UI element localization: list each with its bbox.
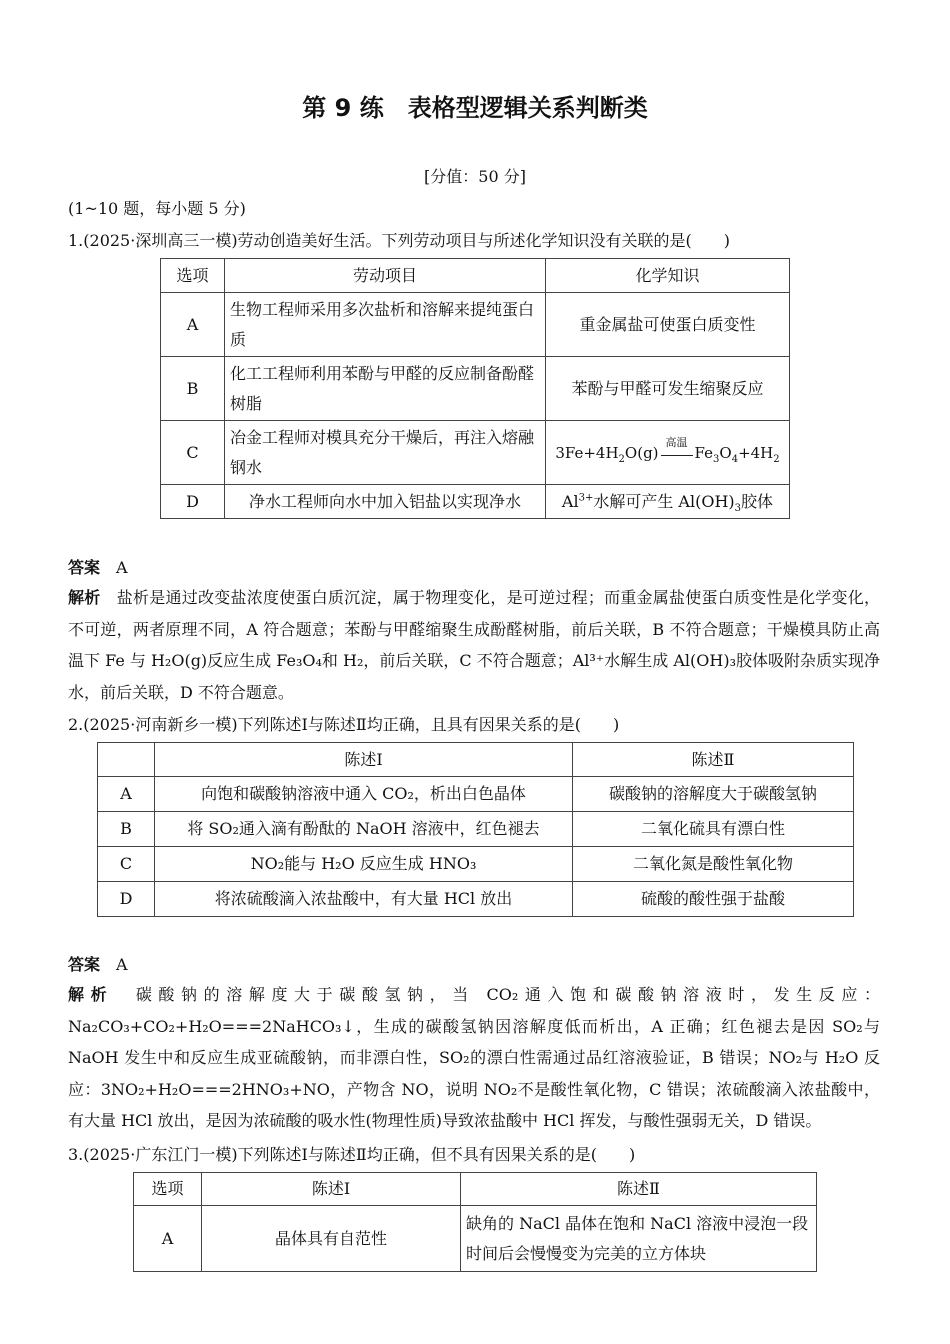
statement-1-cell: NO₂能与 H₂O 反应生成 HNO₃	[155, 847, 573, 882]
q1-table	[160, 258, 790, 519]
reaction-condition: 高温	[659, 447, 695, 461]
header-cell: 化学知识	[546, 259, 790, 293]
statement-2-cell: 缺角的 NaCl 晶体在饱和 NaCl 溶液中浸泡一段时间后会慢慢变为完美的立方体块	[461, 1206, 817, 1272]
q1-analysis: 解析 盐析是通过改变盐浓度使蛋白质沉淀，属于物理变化，是可逆过程；而重金属盐使蛋白质变性是化学变化，不可逆，两者原理不同，A 符合题意；苯酚与甲醛缩聚生成酚醛树脂，前后关联，B 不符合题意；干燥模具防止高温下 Fe 与 H₂O(g)反应生成 Fe₃O₄和 H₂，前后关联，C 不符合题意；Al³⁺水解生成 Al(OH)₃胶体吸附杂质实现净水，前后关联，D 不符合题意。	[68, 588, 880, 702]
table-row	[98, 812, 854, 847]
option-cell: A	[134, 1206, 202, 1272]
option-cell: A	[161, 293, 225, 357]
header-cell	[98, 743, 155, 777]
q2-stem: 2.(2025·河南新乡一模)下列陈述Ⅰ与陈述Ⅱ均正确，且具有因果关系的是( )	[68, 715, 620, 734]
header-cell: 选项	[134, 1173, 202, 1206]
knowledge-cell: 重金属盐可使蛋白质变性	[546, 293, 790, 357]
q3-table	[133, 1172, 817, 1272]
header-cell: 陈述Ⅰ	[155, 743, 573, 777]
instructions: (1~10 题，每小题 5 分)	[68, 199, 246, 218]
statement-1-cell: 将浓硫酸滴入浓盐酸中，有大量 HCl 放出	[155, 882, 573, 917]
table-row	[161, 357, 790, 421]
statement-1-cell: 向饱和碳酸钠溶液中通入 CO₂，析出白色晶体	[155, 777, 573, 812]
q2-answer: 答案 A	[68, 955, 128, 974]
score-note: [分值：50 分]	[424, 167, 526, 186]
option-cell: B	[98, 812, 155, 847]
table-row	[161, 293, 790, 357]
option-cell: D	[161, 485, 225, 519]
labor-item-cell: 生物工程师采用多次盐析和溶解来提纯蛋白质	[225, 293, 546, 357]
q2-table	[97, 742, 854, 917]
equation: $3Fe+4H_2O(g)$ 高温 $Fe_3O_4+4H_2$	[555, 435, 780, 465]
header-cell: 劳动项目	[225, 259, 546, 293]
knowledge-cell: 苯酚与甲醛可发生缩聚反应	[546, 357, 790, 421]
header-cell: 陈述Ⅰ	[202, 1173, 461, 1206]
option-cell: C	[98, 847, 155, 882]
q1-answer: 答案 A	[68, 558, 128, 577]
q3-stem: 3.(2025·广东江门一模)下列陈述Ⅰ与陈述Ⅱ均正确，但不具有因果关系的是( )	[68, 1145, 636, 1164]
statement-2-cell: 碳酸钠的溶解度大于碳酸氢钠	[573, 777, 854, 812]
header-cell: 陈述Ⅱ	[461, 1173, 817, 1206]
header-cell: 选项	[161, 259, 225, 293]
table-header-row	[161, 259, 790, 293]
table-row	[134, 1206, 817, 1272]
q1-stem: 1.(2025·深圳高三一模)劳动创造美好生活。下列劳动项目与所述化学知识没有关联的是( )	[68, 231, 731, 250]
q2-analysis: 解析 碳酸钠的溶解度大于碳酸氢钠，当 CO₂通入饱和碳酸钠溶液时，发生反应：Na₂CO₃+CO₂+H₂O===2NaHCO₃↓，生成的碳酸氢钠因溶解度低而析出，A 正确；红色褪去是因 SO₂与 NaOH 发生中和反应生成亚硫酸钠，而非漂白性，SO₂的漂白性需通过品红溶液验证，B 错误；NO₂与 H₂O 反应：3NO₂+H₂O===2HNO₃+NO，产物含 NO，说明 NO₂不是酸性氧化物，C 错误；浓硫酸滴入浓盐酸中，有大量 HCl 放出，是因为浓硫酸的吸水性(物理性质)导致浓盐酸中 HCl 挥发，与酸性强弱无关，D 错误。	[68, 985, 880, 1130]
table-row	[98, 847, 854, 882]
statement-2-cell: 硫酸的酸性强于盐酸	[573, 882, 854, 917]
labor-item-cell: 冶金工程师对模具充分干燥后，再注入熔融钢水	[225, 421, 546, 485]
knowledge-cell	[546, 421, 790, 485]
labor-item-cell: 化工工程师利用苯酚与甲醛的反应制备酚醛树脂	[225, 357, 546, 421]
labor-item-cell: 净水工程师向水中加入铝盐以实现净水	[225, 485, 546, 519]
table-header-row	[134, 1173, 817, 1206]
option-cell: C	[161, 421, 225, 485]
table-row	[98, 777, 854, 812]
page-title: 第 9 练 表格型逻辑关系判断类	[302, 94, 648, 122]
knowledge-cell: $Al^{3+}$水解可产生 $Al(OH)_3$胶体	[546, 485, 790, 519]
option-cell: A	[98, 777, 155, 812]
statement-1-cell: 晶体具有自范性	[202, 1206, 461, 1272]
option-cell: D	[98, 882, 155, 917]
statement-2-cell: 二氧化氮是酸性氧化物	[573, 847, 854, 882]
header-cell: 陈述Ⅱ	[573, 743, 854, 777]
statement-2-cell: 二氧化硫具有漂白性	[573, 812, 854, 847]
table-row	[98, 882, 854, 917]
table-row	[161, 421, 790, 485]
statement-1-cell: 将 SO₂通入滴有酚酞的 NaOH 溶液中，红色褪去	[155, 812, 573, 847]
table-header-row	[98, 743, 854, 777]
option-cell: B	[161, 357, 225, 421]
table-row	[161, 485, 790, 519]
